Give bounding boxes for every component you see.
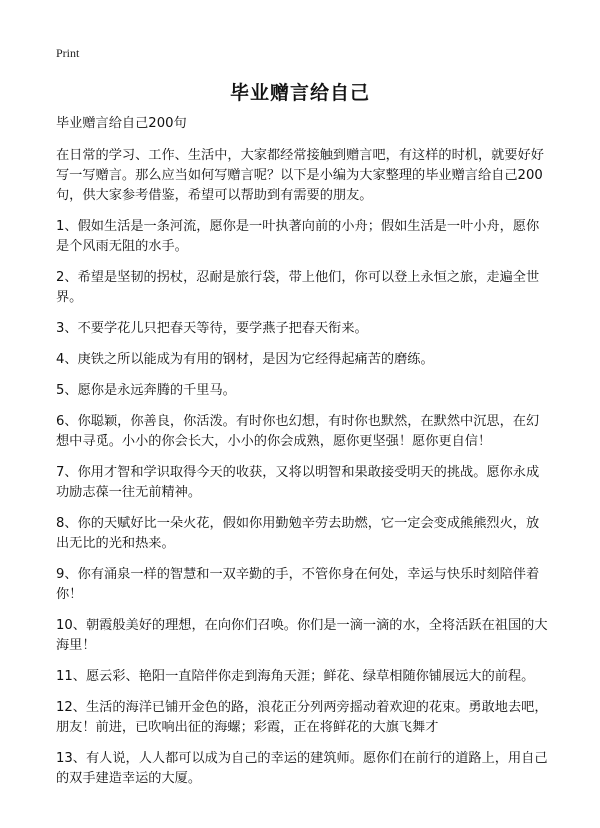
list-item: 12、生活的海洋已铺开金色的路，浪花正分列两旁摇动着欢迎的花束。勇敢地去吧，朋友！前进，已吹响出征的海螺；彩霞，正在将鲜花的大旗飞舞才 (56, 700, 548, 735)
list-item: 2、希望是坚韧的拐杖，忍耐是旅行袋，带上他们，你可以登上永恒之旅，走遍全世界。 (56, 270, 540, 305)
page-title: 毕业赠言给自己 (229, 82, 370, 104)
list-item: 10、朝霞般美好的理想，在向你们召唤。你们是一滴一滴的水，全将活跃在祖国的大海里！ (56, 618, 548, 653)
print-link[interactable]: Print (56, 46, 80, 60)
intro-paragraph: 在日常的学习、工作、生活中，大家都经常接触到赠言吧，有这样的时机，就要好好写一写赠言。那么应当如何写赠言呢？以下是小编为大家整理的毕业赠言给自己200句，供大家参考借鉴，希望可以帮助到有需要的朋友。 (56, 148, 544, 203)
list-item: 9、你有涌泉一样的智慧和一双辛勤的手，不管你身在何处，幸运与快乐时刻陪伴着你！ (56, 567, 540, 602)
article-body (56, 114, 548, 800)
list-item: 11、愿云彩、艳阳一直陪伴你走到海角天涯；鲜花、绿草相随你铺展远大的前程。 (56, 669, 535, 684)
list-item: 3、不要学花儿只把春天等待，要学燕子把春天衔来。 (56, 321, 368, 336)
list-item: 1、假如生活是一条河流，愿你是一叶执著向前的小舟；假如生活是一叶小舟，愿你是个风雨无阻的水手。 (56, 219, 540, 254)
list-item: 8、你的天赋好比一朵火花，假如你用勤勉辛劳去助燃，它一定会变成熊熊烈火，放出无比的光和热来。 (56, 516, 540, 551)
list-item: 4、庚铁之所以能成为有用的钢材，是因为它经得起痛苦的磨练。 (56, 352, 434, 367)
list-item: 13、有人说，人人都可以成为自己的幸运的建筑师。愿你们在前行的道路上，用自己的双手建造幸运的大厦。 (56, 751, 548, 786)
list-item: 6、你聪颖，你善良，你活泼。有时你也幻想，有时你也默然，在默然中沉思，在幻想中寻觅。小小的你会长大，小小的你会成熟，愿你更坚强！愿你更自信！ (56, 414, 540, 449)
article-subtitle: 毕业赠言给自己200句 (56, 116, 187, 131)
list-item: 7、你用才智和学识取得今天的收获，又将以明智和果敢接受明天的挑战。愿你永成功励志葆一往无前精神。 (56, 465, 540, 500)
list-item: 5、愿你是永远奔腾的千里马。 (56, 383, 236, 398)
